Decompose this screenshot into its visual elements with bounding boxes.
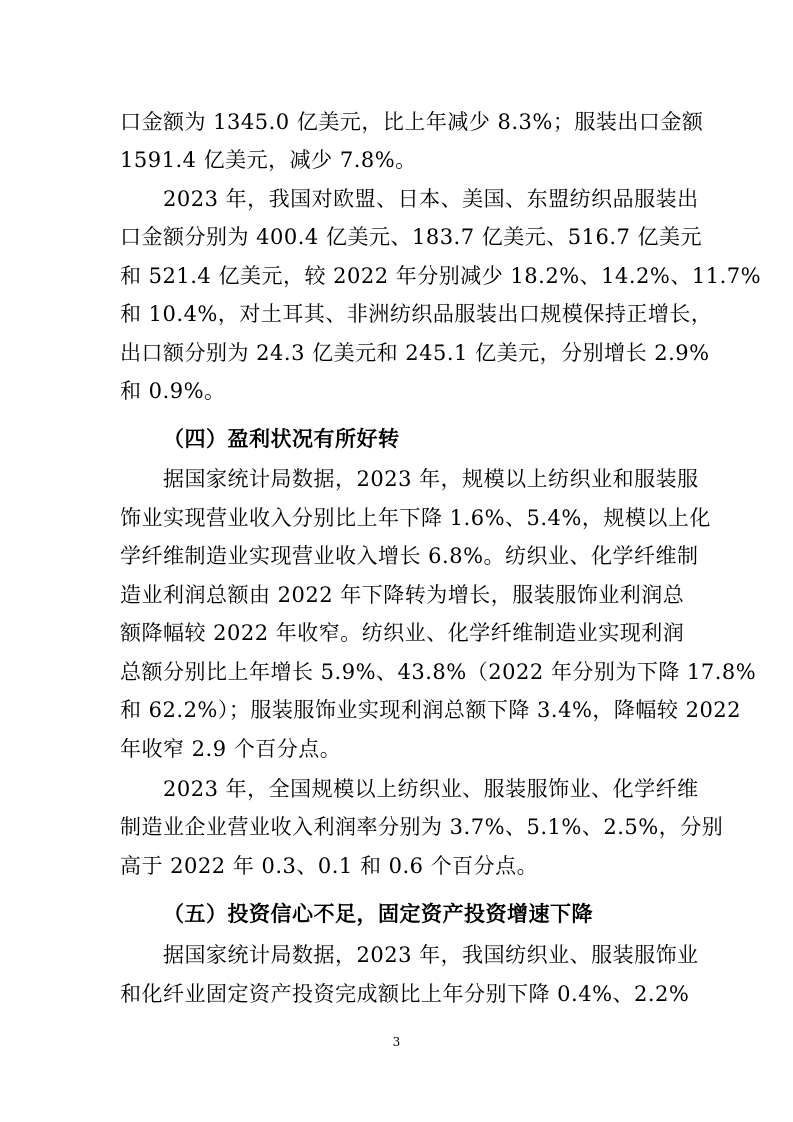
paragraph-line: 2023 年，我国对欧盟、日本、美国、东盟纺织品服装出 [163, 187, 699, 211]
paragraph-line: 制造业企业营业收入利润率分别为 3.7%、5.1%、2.5%，分别 [120, 815, 724, 839]
paragraph-line: 高于 2022 年 0.3、0.1 和 0.6 个百分点。 [120, 854, 539, 878]
paragraph-line: 和 62.2%）；服装服饰业实现利润总额下降 3.4%，降幅较 2022 [120, 698, 742, 722]
section-heading-profit: （四）盈利状况有所好转 [163, 426, 400, 451]
paragraph-line: 出口额分别为 24.3 亿美元和 245.1 亿美元，分别增长 2.9% [120, 341, 710, 365]
paragraph-line: 和 0.9%。 [120, 379, 226, 403]
paragraph-line: 饰业实现营业收入分别比上年下降 1.6%、5.4%，规模以上化 [120, 506, 711, 530]
paragraph-line: 口金额分别为 400.4 亿美元、183.7 亿美元、516.7 亿美元 [120, 225, 703, 249]
paragraph-line: 2023 年，全国规模以上纺织业、服装服饰业、化学纤维 [163, 777, 699, 801]
section-heading-investment: （五）投资信心不足，固定资产投资增速下降 [163, 901, 593, 926]
paragraph-line: 和化纤业固定资产投资完成额比上年分别下降 0.4%、2.2% [120, 982, 690, 1006]
paragraph-line: 总额分别比上年增长 5.9%、43.8%（2022 年分别为下降 17.8% [120, 660, 757, 684]
paragraph-line: 和 521.4 亿美元，较 2022 年分别减少 18.2%、14.2%、11.7% [120, 264, 762, 288]
paragraph-line: 据国家统计局数据，2023 年，规模以上纺织业和服装服 [163, 467, 699, 491]
paragraph-line: 额降幅较 2022 年收窄。纺织业、化学纤维制造业实现利润 [120, 621, 685, 645]
paragraph-line: 学纤维制造业实现营业收入增长 6.8%。纺织业、化学纤维制 [120, 544, 699, 568]
paragraph-line: 造业利润总额由 2022 年下降转为增长，服装服饰业利润总 [120, 583, 685, 607]
page-number: 3 [392, 1035, 401, 1049]
paragraph-line: 和 10.4%，对土耳其、非洲纺织品服装出口规模保持正增长， [120, 302, 713, 326]
paragraph-line: 年收窄 2.9 个百分点。 [120, 737, 342, 761]
paragraph-line: 口金额为 1345.0 亿美元，比上年减少 8.3%；服装出口金额 [120, 110, 704, 134]
paragraph-line: 1591.4 亿美元，减少 7.8%。 [120, 148, 417, 172]
paragraph-line: 据国家统计局数据，2023 年，我国纺织业、服装服饰业 [163, 943, 699, 967]
